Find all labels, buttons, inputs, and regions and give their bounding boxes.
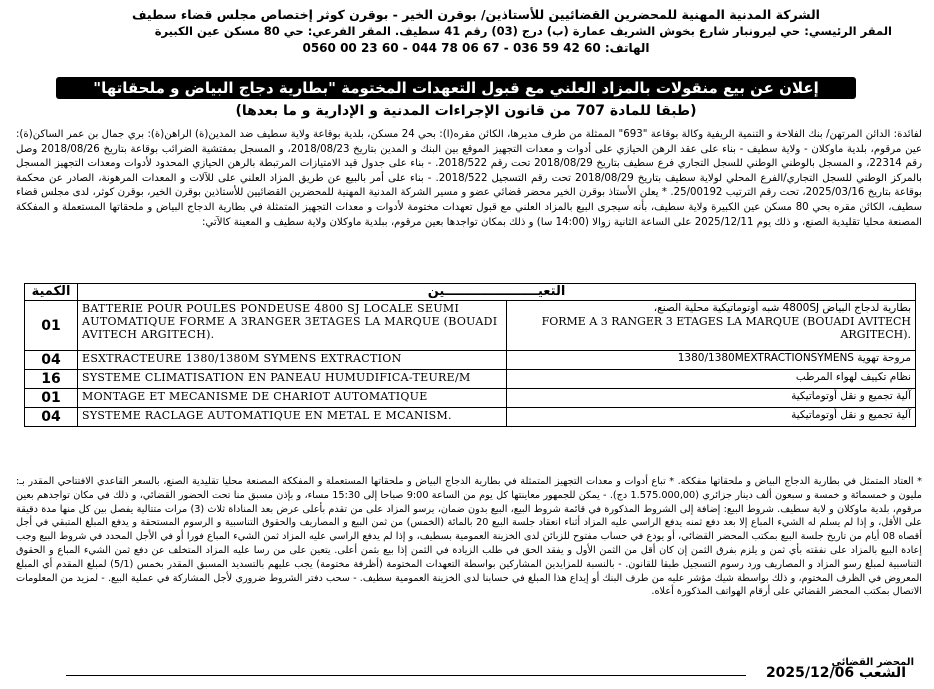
row-desc-fr: ESXTRACTEURE 1380/1380M SYMENS EXTRACTION xyxy=(78,351,507,370)
row-desc-ar: مروحة تهوية 1380/1380MEXTRACTIONSYMENS xyxy=(507,351,916,370)
letterhead-address: المقر الرئيسي: حي ليرونبار شارع بخوش الشريف عمارة (ب) درج (03) رقم 41 سطيف. المقر الفرعي: حي 80 مسكن عين الكبيرة xyxy=(154,24,892,38)
row-desc-ar xyxy=(507,301,916,351)
row-qty: 04 xyxy=(25,408,78,427)
qty-header: الكمية xyxy=(25,284,78,301)
row-desc-ar-text: بطارية لدجاج البياض 4800SJ شبه أوتوماتيكية محلية الصنع، xyxy=(653,302,911,314)
table-row xyxy=(25,389,916,408)
letterhead xyxy=(56,6,896,57)
row-desc-fr: SYSTEME RACLAGE AUTOMATIQUE EN METAL E MCANISM. xyxy=(78,408,507,427)
letterhead-phone: الهاتف: 60 42 59 036 - 67 06 78 044 - 60 23 00 0560 xyxy=(302,41,650,55)
row-desc-ar-latin: FORME A 3 RANGER 3 ETAGES LA MARQUE (BOUADI AVITECH ARGITECH). xyxy=(541,315,911,341)
legal-notice-page xyxy=(6,4,928,682)
table-row xyxy=(25,301,916,351)
row-desc-ar: آلية تجميع و نقل أوتوماتيكية xyxy=(507,389,916,408)
table-row xyxy=(25,408,916,427)
items-table xyxy=(24,283,916,427)
row-qty: 01 xyxy=(25,389,78,408)
signature: المحضر القضائي xyxy=(831,657,914,668)
publication-line xyxy=(66,665,906,683)
table-header-row xyxy=(25,284,916,301)
row-qty: 16 xyxy=(25,370,78,389)
row-desc-fr: MONTAGE ET MECANISME DE CHARIOT AUTOMATIQUE xyxy=(78,389,507,408)
row-desc-fr: SYSTEME CLIMATISATION EN PANEAU HUMUDIFICA-TEURE/M xyxy=(78,370,507,389)
table-row xyxy=(25,351,916,370)
table-row xyxy=(25,370,916,389)
notice-intro: لفائدة: الدائن المرتهن/ بنك الفلاحة و التنمية الريفية وكالة بوقاعة "693" الممثلة من طرف مديرها، الكائن مقره(ا): بحي 24 مسكن، بلدية بوقاعة ولاية سطيف ضد المدين(ة) الراهن(ة): بري جمال بن عمر الساكن(ة): عين مرقوم، بلدية ماوكلان - ولاية سطيف - بناء على عقد الرهن الحيازي على أدوات و معدات التجهيز الموقع بين البنك و المدين بتاريخ 2018/08/23، و المسجل بمفتشية الضرائب بوقاعة بتاريخ 2018/08/26 وصل رقم 22314، و المسجل بالوطني الوطني للسجل التجاري فرع سطيف بتاريخ 2018/08/29 تحت رقم 2018/522. - بناء على جدول قيد الامتيازات المرتبطة بالرهن الحيازي المحدود لأدوات ومعدات التجهيز المسجل بالمركز الوطني للسجل التجاري/الفرع المحلي لولاية سطيف بتاريخ 2018/08/29 تحت رقم التسجيل 2018/522. - بناء على أمر بالبيع عن طريق المزاد العلني على للآلات و المعدات المرهونة، الصادر عن محكمة بوقاعة بتاريخ 2025/03/16، تحت رقم الترتيب 25/00192. * يعلن الأستاذ بوقرن الخير محضر قضائي عضو و مسير الشركة المدنية المهنية للمحضرين القضائيين للأستاذين بوقرن الخير، بوقرن كوثر، لدى مجلس قضاء سطيف، الكائن مقره بحي 80 مسكن عين الكبيرة ولاية سطيف، بأنه سيجرى البيع بالمزاد العلني مع قبول تعهدات مختومة لأدوات و معدات التجهيز المتمثلة في بطارية الدجاج البياض و ملحقاتها المستعملة و المفككة المصنعة محليا تقليدية الصنع، و ذلك يوم 2025/12/11 على الساعة الثانية زوالا (14:00 سا) و ذلك بمكان تواجدها بعين مرقوم، ببلدية ماوكلان ولاية سطيف و المعينة كالآتي: xyxy=(16,129,923,228)
sale-conditions: * العتاد المتمثل في بطارية الدجاج البياض و ملحقاتها مفككة. * تباع أدوات و معدات التجهيز المتمثلة في بطارية الدجاج البياض و ملحقاتها المستعملة و المفككة المصنعة محليا تقليدية الصنع، بالسعر القاعدي الافتتاحي المقدر بـ: مليون و خمسمائة و خمسة و سبعون ألف دينار جزائري (1.575.000,00 دج). - يمكن للجمهور معاينتها كل يوم من الساعة 9:00 صباحا إلى 15:30 مساء، و بإذن مسبق منا تحت الحضور القضائي، و ذلك في مكان تواجدهم بعين مرقوم، بلدية ماوكلان و لاية سطيف. شروط البيع: إضافة إلى الشروط المذكورة في قائمة شروط البيع، البيع بدون ضمان، يرسو المزاد على من تقدم بأعلى عرض بعد المناداة ثلاث (3) مرات متتالية يفصل بين كل منها مدة دقيقة على الأقل، و إذا لم يسلم له الشيء المباع إلا بعد دفع ثمنه يدفع الراسي عليه المزاد أثناء انعقاد جلسة البيع 20 بالمائة (الخمس) من ثمن البيع و المصاريف والحقوق التناسبية و الرسوم المستحقة و يدفع المبلغ المتبقي في أجل أقصاه 08 أيام من تاريخ جلسة البيع بمكتب المحضر القضائي، أو يودع في حساب مفتوح للزبائن لدى الخزينة العمومية بسطيف، و إذا لم يدفع الراسي عليه المزاد ثمن الشيء المباع فورا أو في الأجل المحدد في شروط البيع وجب إعادة البيع بالمزاد على نفقته بأي ثمن و يلزم بفرق الثمن إن كان أقل من الثمن الأول و يفقد الحق في طلب الزيادة في الثمن إذا بيع بثمن أعلى. يتعين على من رسا عليه المزاد المتخلف عن دفع ثمن الشيء المباع و الحقوق التناسبية لمبلغ رسو المزاد و المصاريف ورد رسوم التسجيل طبقا للقانون. - بالنسبة للمزايدين المشاركين بواسطة التعهدات المختومة (أظرفة مختومة) يجب عليهم بالتسديد المسبق المقدر بخمس (5/1) لمبلغ المقدم أي المبلغ المعروض في الظرف المختوم، و ذلك بواسطة شيك مؤشر عليه من طرف البنك أو إيداع هذا المبلغ في حسابنا لدى الخزينة العمومية سطيف. - سحب دفتر الشروط ضروري لأجل المشاركة في عملية البيع. - لمزيد من المعلومات الاتصال بمكتب المحضر القضائي على أرقام الهواتف المذكورة أعلاه. xyxy=(16,476,923,598)
notice-title: إعلان عن بيع منقولات بالمزاد العلني مع قبول التعهدات المختومة "بطارية دجاج البياض و ملحقاتها" xyxy=(56,77,856,99)
row-qty: 04 xyxy=(25,351,78,370)
designation-header: التعيـــــــــــــــــــــين xyxy=(78,284,916,301)
publication-date: الشعب 2025/12/06 xyxy=(765,665,906,681)
row-desc-fr: BATTERIE POUR POULES PONDEUSE 4800 SJ LOCALE SEUMI AUTOMATIQUE FORME A 3RANGER 3ETAGES LA MARQUE (BOUADI AVITECH ARGITECH). xyxy=(78,301,507,351)
letterhead-company: الشركة المدنية المهنية للمحضرين القضائيين للأستاذين/ بوقرن الخير - بوقرن كوثر إختصاص مجلس قضاء سطيف xyxy=(132,7,820,22)
row-desc-ar: آلية تجميع و نقل أوتوماتيكية xyxy=(507,408,916,427)
notice-subtitle: (طبقا للمادة 707 من قانون الإجراءات المدنية و الإدارية و ما بعدها) xyxy=(235,103,697,119)
divider xyxy=(66,675,746,676)
row-qty: 01 xyxy=(25,301,78,351)
row-desc-ar: نظام تكييف لهواء المرطب xyxy=(507,370,916,389)
